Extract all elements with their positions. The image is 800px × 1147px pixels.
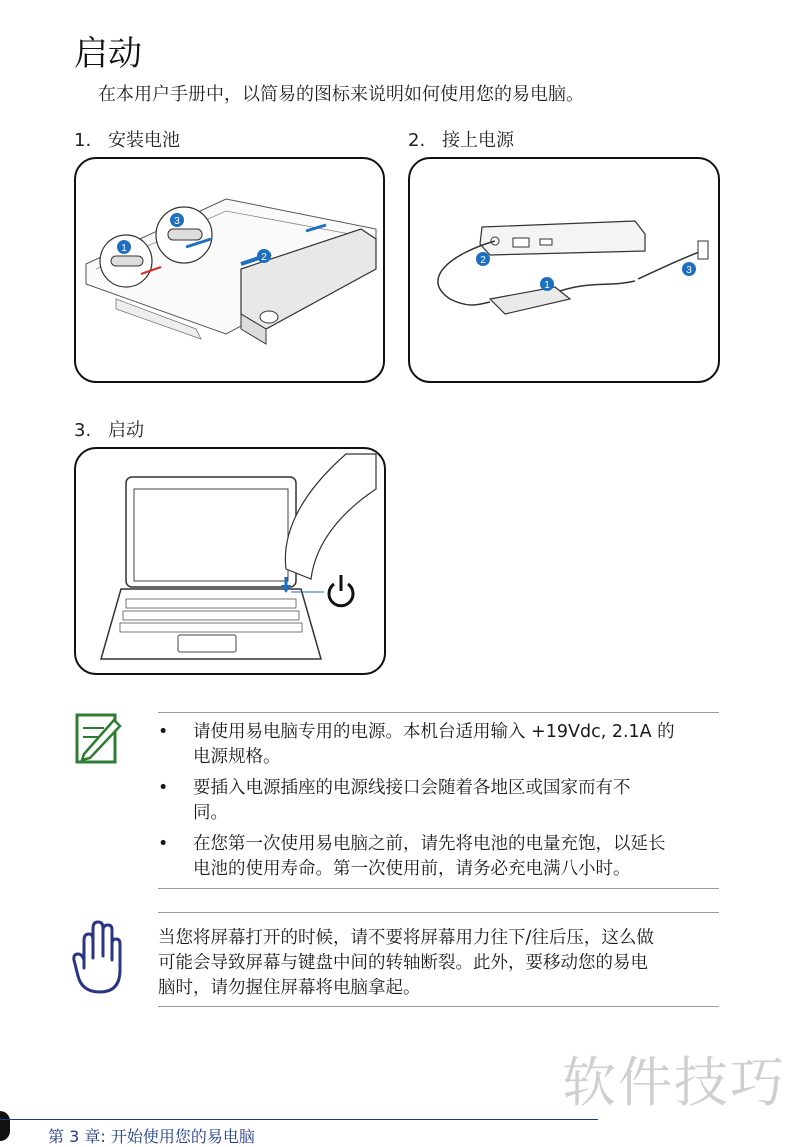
note-bottom-rule (158, 888, 719, 889)
note-item (158, 720, 723, 770)
power-on-illustration (74, 447, 386, 675)
note-item (158, 832, 723, 882)
note-top-rule (158, 712, 719, 713)
note-item (158, 776, 723, 826)
step-2-text: 接上电源 (442, 130, 514, 151)
svg-text:2: 2 (480, 255, 486, 266)
step-2-label (408, 126, 514, 152)
note-item-1-line2: 电源规格。 (193, 747, 281, 767)
step-1-label (74, 126, 180, 152)
step-3-label (74, 416, 144, 442)
svg-text:2: 2 (261, 252, 267, 263)
warning-top-rule (158, 912, 719, 913)
step-1-text: 安装电池 (108, 130, 180, 151)
power-on-drawing (76, 449, 384, 673)
bullet-dot: • (158, 778, 169, 798)
warning-line-1: 当您将屏幕打开的时候，请不要将屏幕用力往下/往后压，这么做 (158, 928, 654, 948)
svg-text:1: 1 (544, 280, 550, 291)
note-item-1-line1: 请使用易电脑专用的电源。本机台适用输入 +19Vdc, 2.1A 的 (193, 722, 675, 742)
warning-bottom-rule (158, 1006, 719, 1007)
intro-text: 在本用户手册中，以简易的图标来说明如何使用您的易电脑。 (98, 84, 584, 105)
watermark: 软件技巧 (562, 1051, 786, 1114)
bullet-dot: • (158, 834, 169, 854)
note-item-3-line2: 电池的使用寿命。第一次使用前，请务必充电满八小时。 (193, 859, 631, 879)
battery-install-illustration (74, 157, 385, 383)
svg-text:3: 3 (686, 265, 692, 276)
battery-install-drawing (76, 159, 383, 381)
step-3-number: 3. (74, 420, 92, 441)
warning-line-3: 脑时，请勿握住屏幕将电脑拿起。 (158, 978, 421, 998)
hand-stop-icon (72, 918, 124, 996)
warning-text (158, 926, 728, 1001)
footer-rule (0, 1119, 598, 1120)
power-connect-drawing (410, 159, 718, 381)
note-item-2-line2: 同。 (193, 803, 228, 823)
svg-text:3: 3 (174, 216, 180, 227)
page-title: 启动 (74, 34, 142, 74)
svg-text:1: 1 (121, 243, 127, 254)
power-connect-illustration (408, 157, 720, 383)
note-pencil-icon (74, 712, 122, 766)
warning-line-2: 可能会导致屏幕与键盘中间的转轴断裂。此外，要移动您的易电 (158, 953, 648, 973)
bullet-dot: • (158, 722, 169, 742)
step-3-text: 启动 (108, 420, 144, 441)
step-2-number: 2. (408, 130, 426, 151)
note-item-2-line1: 要插入电源插座的电源线接口会随着各地区或国家而有不 (193, 778, 631, 798)
footer-chapter: 第 3 章: 开始使用您的易电脑 (48, 1127, 255, 1146)
note-item-3-line1: 在您第一次使用易电脑之前，请先将电池的电量充饱，以延长 (193, 834, 666, 854)
step-1-number: 1. (74, 130, 92, 151)
